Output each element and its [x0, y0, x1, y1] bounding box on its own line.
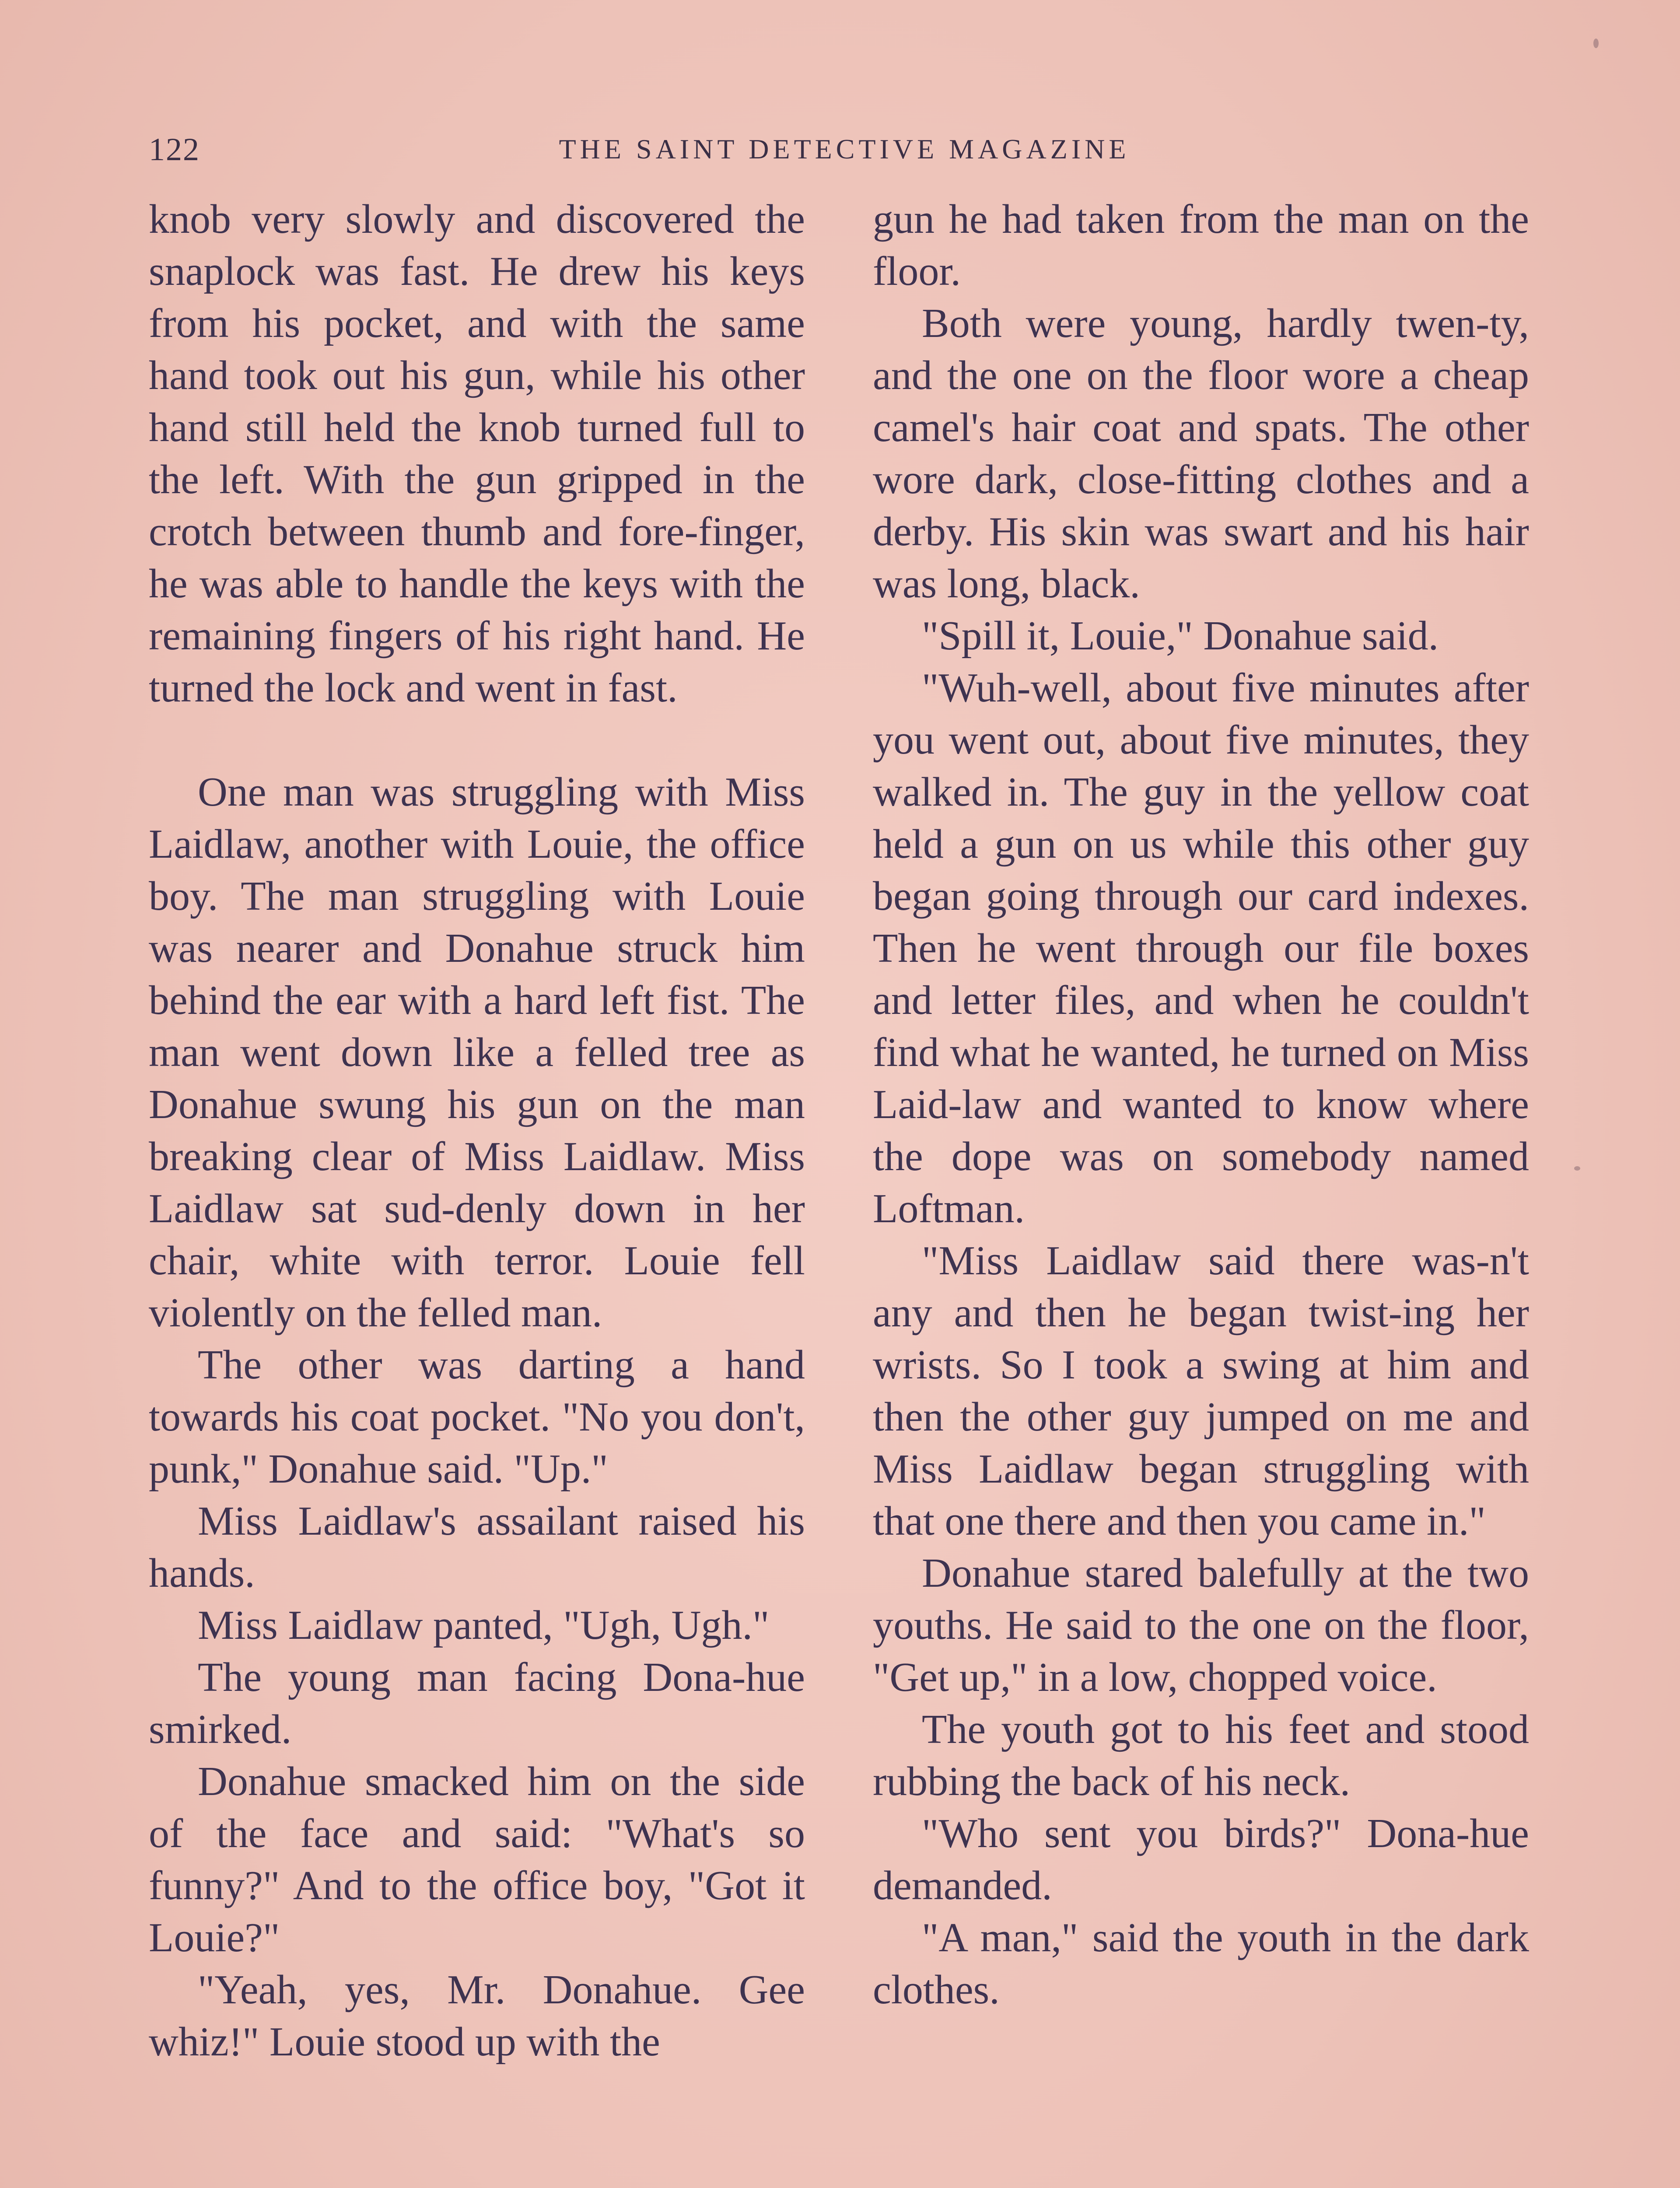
running-title: THE SAINT DETECTIVE MAGAZINE	[559, 133, 1130, 165]
paragraph: "Who sent you birds?" Dona-hue demanded.	[873, 1811, 1529, 1908]
paragraph: The young man facing Dona-hue smirked.	[149, 1655, 805, 1752]
paragraph: knob very slowly and discovered the snaplock was fast. He drew his keys from his pocket, and with the same hand took out his gun, while his other hand still held the knob turned full to the left. With the gun gripped in the crotch between thumb and fore-finger, he was able to handle the keys with the remaining fingers of his right hand. He turned the lock and went in fast.	[149, 196, 805, 711]
paragraph: Donahue smacked him on the side of the face and said: "What's so funny?" And to the office boy, "Got it Louie?"	[149, 1759, 805, 1960]
paragraph: Miss Laidlaw's assailant raised his hands.	[149, 1498, 805, 1596]
paragraph: "Spill it, Louie," Donahue said.	[922, 613, 1439, 659]
paragraph: Donahue stared balefully at the two youths. He said to the one on the floor, "Get up," in a low, chopped voice.	[873, 1550, 1529, 1700]
paragraph: Both were young, hardly twen-ty, and the one on the floor wore a cheap camel's hair coat and spats. The other wore dark, close-fitting clothes and a derby. His skin was swart and his hair was long, black.	[873, 301, 1529, 607]
left-column	[149, 193, 805, 2068]
paragraph: "Wuh-well, about five minutes after you went out, about five minutes, they walked in. The guy in the yellow coat held a gun on us while this other guy began going through our card indexes. Then he went through our file boxes and letter files, and when he couldn't find what he wanted, he turned on Miss Laid-law and wanted to know where the dope was on somebody named Loftman.	[873, 665, 1529, 1231]
page-header	[149, 131, 1540, 179]
paragraph: "Yeah, yes, Mr. Donahue. Gee whiz!" Louie stood up with the	[149, 1967, 805, 2065]
paragraph: "A man," said the youth in the dark clothes.	[873, 1915, 1529, 2013]
paragraph: One man was struggling with Miss Laidlaw, another with Louie, the office boy. The man struggling with Louie was nearer and Donahue struck him behind the ear with a hard left fist. The man went down like a felled tree as Donahue swung his gun on the man breaking clear of Miss Laidlaw. Miss Laidlaw sat sud-denly down in her chair, white with terror. Louie fell violently on the felled man.	[149, 769, 805, 1336]
paragraph: The youth got to his feet and stood rubbing the back of his neck.	[873, 1707, 1529, 1804]
paper-speck	[1574, 1166, 1580, 1171]
paper-speck	[1593, 39, 1599, 48]
page-number: 122	[149, 132, 200, 168]
paragraph: Miss Laidlaw panted, "Ugh, Ugh."	[198, 1602, 770, 1648]
right-column	[873, 193, 1529, 2016]
paragraph: The other was darting a hand towards his coat pocket. "No you don't, punk," Donahue said. "Up."	[149, 1342, 805, 1492]
paragraph: "Miss Laidlaw said there was-n't any and then he began twist-ing her wrists. So I took a swing at him and then the other guy jumped on me and Miss Laidlaw began struggling with that one there and then you came in."	[873, 1238, 1529, 1544]
paragraph: gun he had taken from the man on the floor.	[873, 196, 1529, 294]
